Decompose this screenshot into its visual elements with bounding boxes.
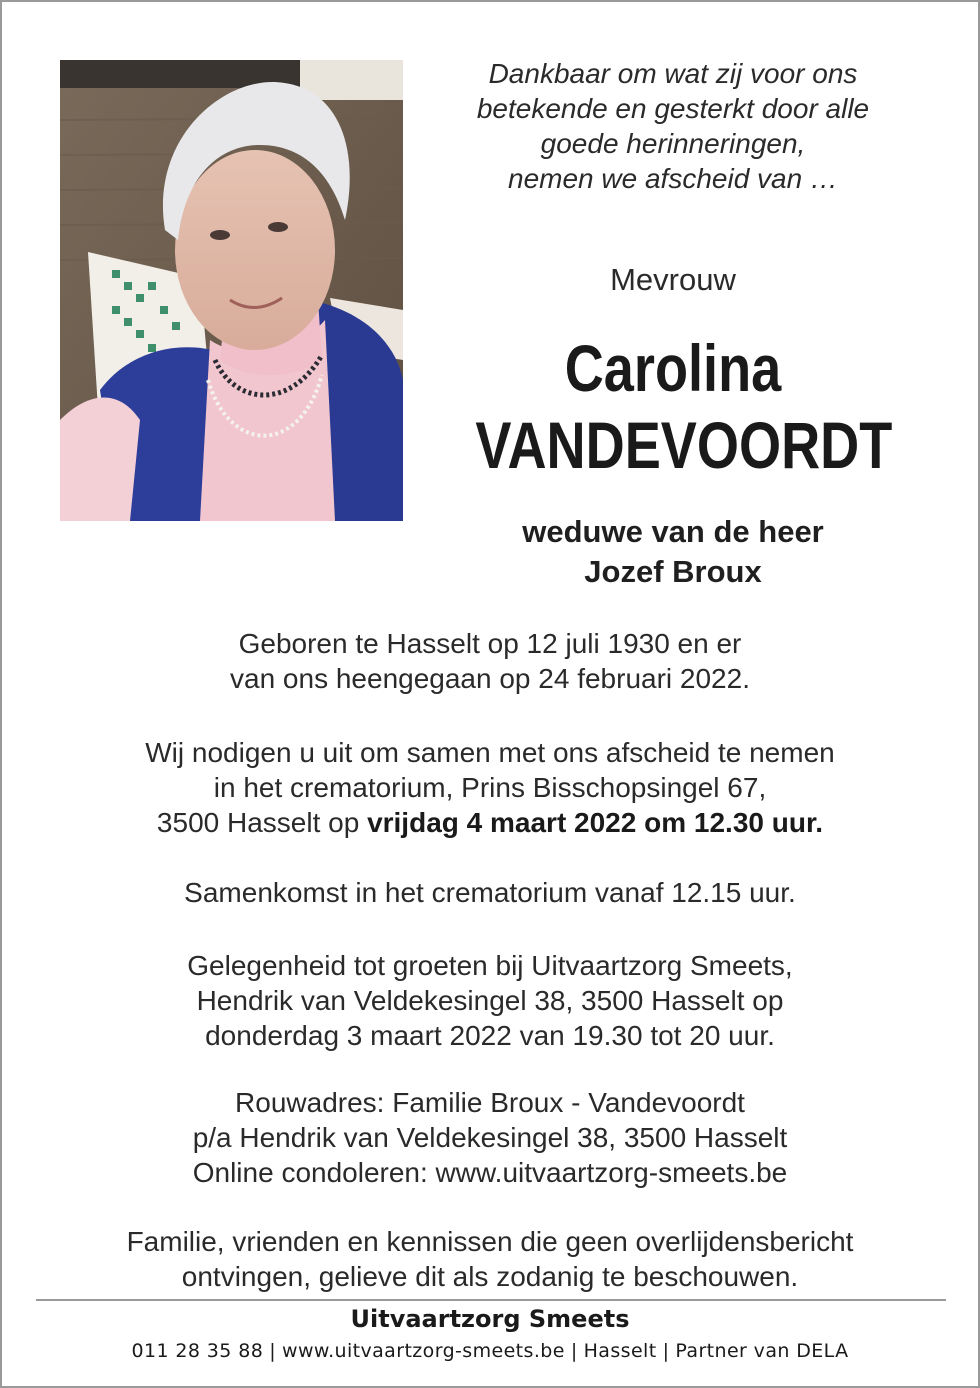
text-line: Online condoleren: www.uitvaartzorg-smeets.be bbox=[192, 1157, 788, 1188]
spouse-name: Jozef Broux bbox=[584, 554, 762, 589]
family-notice bbox=[2, 1224, 978, 1294]
intro-line: Dankbaar om wat zij voor ons bbox=[488, 58, 858, 89]
intro-text bbox=[432, 56, 914, 196]
mourning-address bbox=[2, 1085, 978, 1190]
intro-line: nemen we afscheid van … bbox=[508, 163, 838, 194]
ceremony-invitation bbox=[2, 735, 978, 840]
text-line: Gelegenheid tot groeten bij Uitvaartzorg Smeets, bbox=[187, 950, 793, 981]
city: Hasselt bbox=[583, 1340, 657, 1362]
text-line: in het crematorium, Prins Bisschopsingel 67, bbox=[213, 772, 767, 803]
widow-of bbox=[432, 512, 914, 592]
last-name: VANDEVOORDT bbox=[475, 408, 893, 482]
text-line bbox=[2, 805, 978, 840]
separator: | bbox=[662, 1340, 670, 1362]
text-line: Familie, vrienden en kennissen die geen overlijdensbericht bbox=[126, 1226, 854, 1257]
text-line: Samenkomst in het crematorium vanaf 12.15 uur. bbox=[184, 877, 796, 908]
funeral-home-name: Uitvaartzorg Smeets bbox=[350, 1305, 630, 1333]
text-line: van ons heengegaan op 24 februari 2022. bbox=[230, 663, 750, 694]
ceremony-datetime: vrijdag 4 maart 2022 om 12.30 uur. bbox=[367, 807, 824, 838]
phone-number: 011 28 35 88 bbox=[131, 1340, 264, 1362]
portrait-illustration bbox=[60, 60, 403, 521]
text-line: Hendrik van Veldekesingel 38, 3500 Hasselt op bbox=[196, 985, 784, 1016]
text-line: donderdag 3 maart 2022 van 19.30 tot 20 uur. bbox=[205, 1020, 775, 1051]
first-name: Carolina bbox=[564, 331, 782, 405]
text-line: p/a Hendrik van Veldekesingel 38, 3500 Hasselt bbox=[192, 1122, 788, 1153]
intro-line: goede herinneringen, bbox=[540, 128, 806, 159]
deceased-name bbox=[475, 331, 893, 482]
text-line: Rouwadres: Familie Broux - Vandevoordt bbox=[235, 1087, 745, 1118]
viewing-info bbox=[2, 948, 978, 1053]
text-line: Wij nodigen u uit om samen met ons afscheid te nemen bbox=[145, 737, 835, 768]
intro-line: betekende en gesterkt door alle bbox=[476, 93, 870, 124]
meeting-info bbox=[2, 875, 978, 910]
text-line: ontvingen, gelieve dit als zodanig te beschouwen. bbox=[181, 1261, 799, 1292]
partner-text: Partner van DELA bbox=[675, 1340, 849, 1362]
footer-divider bbox=[36, 1299, 946, 1301]
widow-line: weduwe van de heer bbox=[522, 514, 824, 549]
text-line: Geboren te Hasselt op 12 juli 1930 en er bbox=[238, 628, 742, 659]
separator: | bbox=[269, 1340, 277, 1362]
funeral-home-contact bbox=[2, 1338, 978, 1364]
birth-death-info bbox=[2, 626, 978, 696]
website-link[interactable]: www.uitvaartzorg-smeets.be bbox=[282, 1340, 565, 1362]
separator: | bbox=[570, 1340, 578, 1362]
text-segment: 3500 Hasselt op bbox=[156, 807, 368, 838]
honorific: Mevrouw bbox=[610, 262, 736, 297]
portrait-photo bbox=[60, 60, 403, 521]
